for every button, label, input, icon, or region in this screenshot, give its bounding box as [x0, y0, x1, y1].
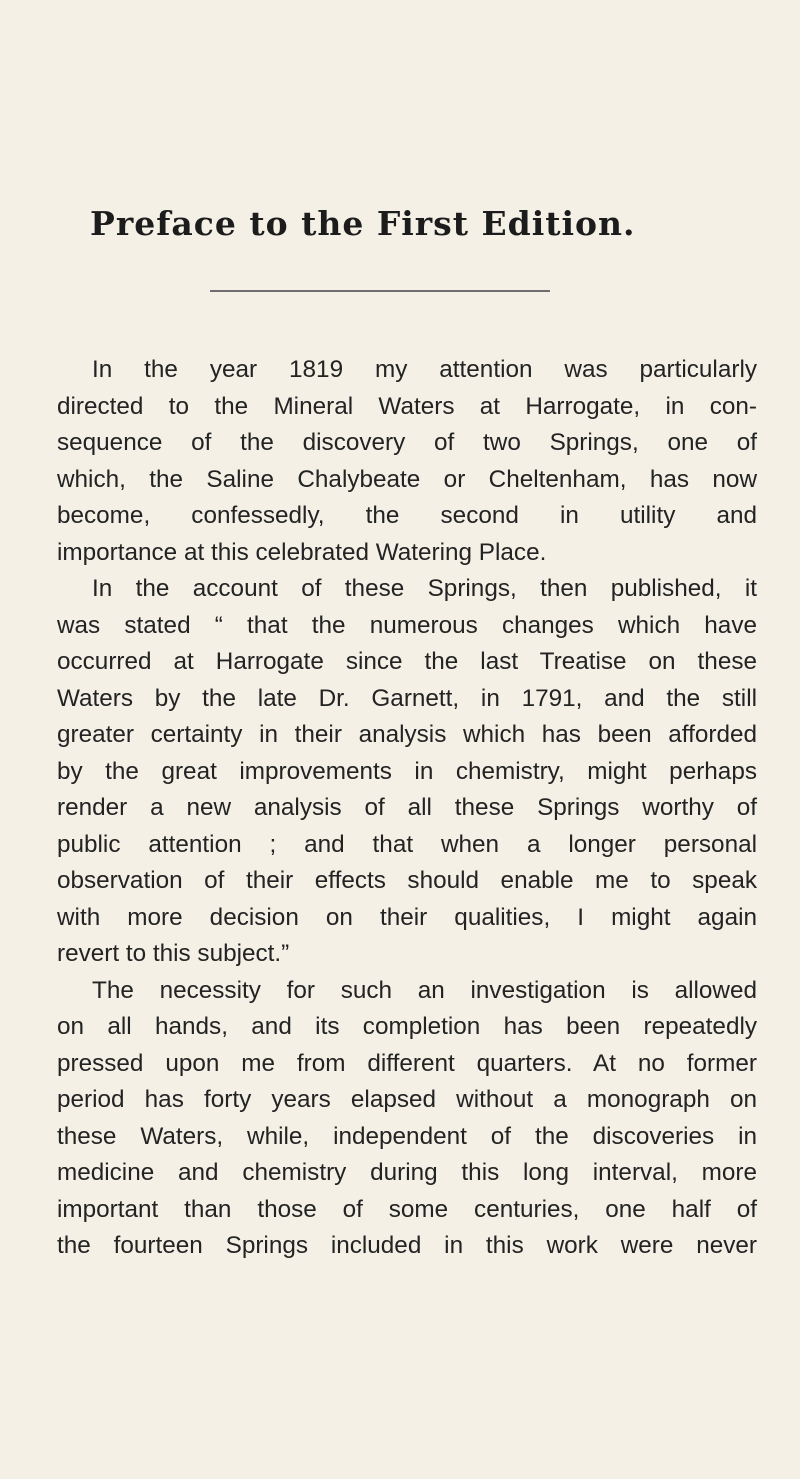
text-line: In the account of these Springs, then published, it [92, 575, 757, 602]
text-line: greater certainty in their analysis which has been afforded [57, 721, 757, 748]
text-line: by the great improvements in chemistry, might perhaps [57, 757, 757, 785]
text-line: Waters by the late Dr. Garnett, in 1791, and the still [57, 684, 757, 712]
title-divider [210, 290, 550, 292]
text-line: directed to the Mineral Waters at Harrogate, in con- [57, 392, 757, 420]
text-line: sequence of the discovery of two Springs, one of [57, 429, 757, 456]
text-line: public attention ; and that when a longer personal [57, 830, 757, 858]
text-line: occurred at Harrogate since the last Treatise on these [57, 648, 757, 675]
text-line: render a new analysis of all these Springs worthy of [57, 794, 757, 821]
text-line: on all hands, and its completion has been repeatedly [57, 1013, 757, 1040]
text-line: important than those of some centuries, one half of [57, 1195, 757, 1223]
text-line: In the year 1819 my attention was particularly [92, 356, 757, 383]
text-line: which, the Saline Chalybeate or Cheltenham, has now [57, 465, 757, 493]
text-line: become, confessedly, the second in utility and [57, 502, 757, 529]
preface-text [57, 352, 757, 1265]
text-line: period has forty years elapsed without a monograph on [57, 1086, 757, 1113]
text-line: The necessity for such an investigation is allowed [92, 976, 757, 1004]
text-line: was stated “ that the numerous changes which have [57, 611, 757, 639]
text-line: these Waters, while, independent of the discoveries in [57, 1122, 757, 1150]
text-line: revert to this subject.” [57, 940, 290, 967]
text-line: observation of their effects should enable me to speak [57, 867, 757, 894]
text-line: medicine and chemistry during this long interval, more [57, 1159, 757, 1186]
text-line: with more decision on their qualities, I might again [57, 903, 757, 931]
page-title: Preface to the First Edition. [90, 204, 636, 243]
text-line: the fourteen Springs included in this work were never [57, 1232, 757, 1259]
text-line: importance at this celebrated Watering Place. [57, 538, 547, 566]
text-line: pressed upon me from different quarters. At no former [57, 1049, 757, 1077]
